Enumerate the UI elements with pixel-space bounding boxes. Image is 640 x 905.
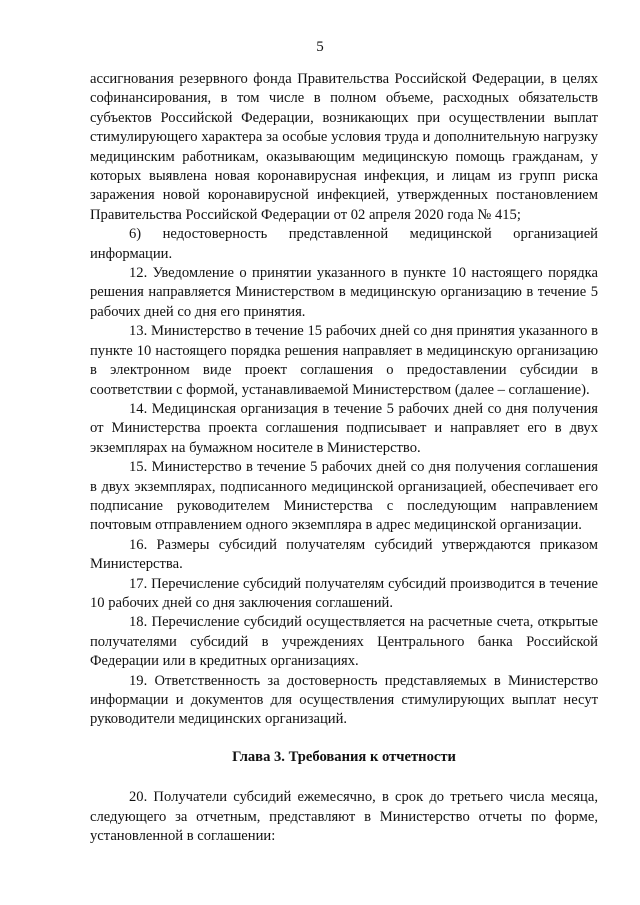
paragraph-17: 17. Перечисление субсидий получателям субсидий производится в течение 10 рабочих дней со дня заключения соглашений.: [90, 575, 598, 611]
paragraph-continuation: ассигнования резервного фонда Правительства Российской Федерации, в целях софинансирования, в том числе в полном объеме, расходных обязательств субъектов Российской Федерации, возникающих при осуществлении выплат стимулирующего характера за особые условия труда и дополнительную нагрузку медицинским работникам, оказывающим медицинскую помощь гражданам, у которых выявлена новая коронавирусная инфекция, и лицам из групп риска заражения новой коронавирусной инфекцией, утвержденных постановлением Правительства Российской Федерации от 02 апреля 2020 года № 415;: [90, 71, 598, 223]
paragraph-16: 16. Размеры субсидий получателям субсидий утверждаются приказом Министерства.: [90, 536, 598, 573]
paragraph-item-6: 6) недостоверность представленной медицинской организацией информации.: [90, 226, 598, 262]
paragraph-13: 13. Министерство в течение 15 рабочих дней со дня принятия указанного в пункте 10 настоящего порядка решения направляет в медицинскую организацию в электронном виде проект соглашения о предоставлении субсидии в соответствии с формой, устанавливаемой Министерством (далее – соглашение).: [90, 323, 598, 398]
document-body: [90, 70, 598, 846]
paragraph-12: 12. Уведомление о принятии указанного в пункте 10 настоящего порядка решения направляется Министерством в медицинскую организацию в течение 5 рабочих дней со дня его принятия.: [90, 265, 598, 320]
chapter-heading: Глава 3. Требования к отчетности: [232, 748, 456, 765]
paragraph-19: 19. Ответственность за достоверность представляемых в Министерство информации и документов для осуществления стимулирующих выплат несут руководители медицинских организаций.: [90, 672, 598, 728]
paragraph-18: 18. Перечисление субсидий осуществляется на расчетные счета, открытые получателями субсидий в учреждениях Центрального банка Российской Федерации или в кредитных организациях.: [90, 614, 598, 670]
paragraph-20: 20. Получатели субсидий ежемесячно, в срок до третьего числа месяца, следующего за отчетным, представляют в Министерство отчеты по форме, установленной в соглашении:: [90, 789, 598, 845]
page-number: 5: [316, 39, 324, 55]
paragraph-15: 15. Министерство в течение 5 рабочих дней со дня получения соглашения в двух экземплярах, подписанного медицинской организацией, обеспечивает его подписание руководителем Министерства с последующим направлением почтовым отправлением одного экземпляра в адрес медицинской организации.: [90, 459, 598, 534]
paragraph-14: 14. Медицинская организация в течение 5 рабочих дней со дня получения от Министерства проекта соглашения подписывает и направляет его в двух экземплярах на бумажном носителе в Министерство.: [90, 400, 598, 456]
